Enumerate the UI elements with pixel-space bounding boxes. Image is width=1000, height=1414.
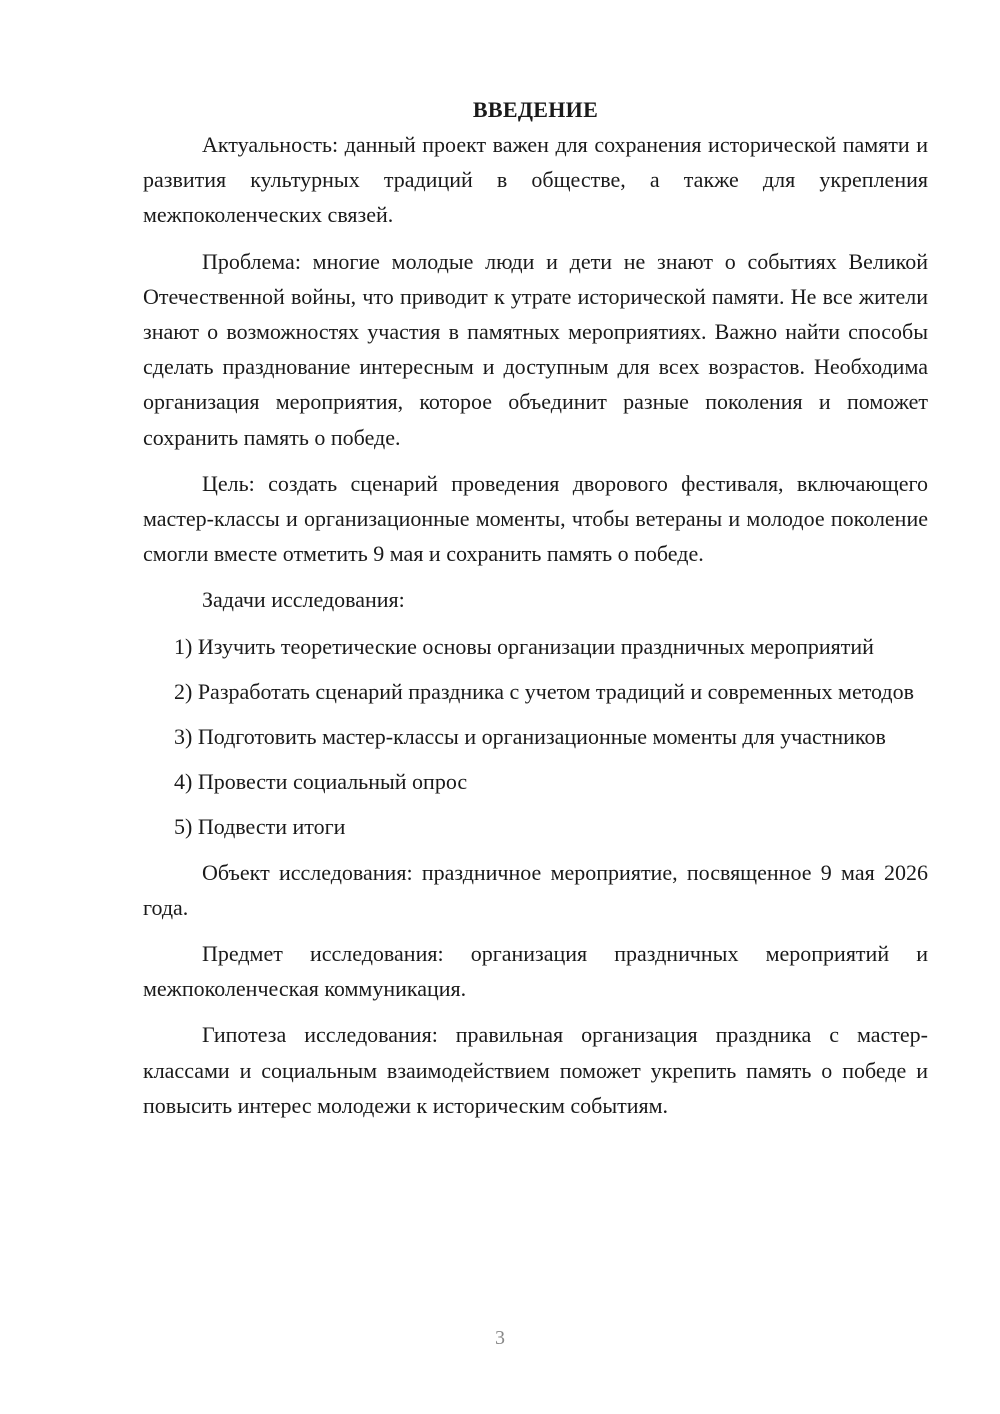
tasks-heading: Задачи исследования: bbox=[202, 587, 405, 613]
problem-paragraph: Проблема: многие молодые люди и дети не знают о событиях Великой Отечественной войны, что приводит к утрате исторической памяти. Не все жители знают о возможностях участия в памятных мероприятиях. Важно найти способы сделать празднование интересным и доступным для всех возрастов. Необходима организация мероприятия, которое объединит разные поколения и поможет сохранить память о победе. bbox=[143, 248, 928, 450]
task-item-4: 4) Провести социальный опрос bbox=[174, 769, 468, 795]
object-paragraph: Объект исследования: праздничное мероприятие, посвященное 9 мая 2026 года. bbox=[143, 859, 928, 920]
relevance-paragraph: Актуальность: данный проект важен для сохранения исторической памяти и развития культурных традиций в обществе, а также для укрепления межпоколенческих связей. bbox=[143, 132, 928, 228]
task-item-1: 1) Изучить теоретические основы организации праздничных мероприятий bbox=[174, 633, 874, 659]
page-number: 3 bbox=[495, 1327, 505, 1349]
goal-paragraph: Цель: создать сценарий проведения дворового фестиваля, включающего мастер-классы и организационные моменты, чтобы ветераны и молодое поколение смогли вместе отметить 9 мая и сохранить память о победе. bbox=[143, 470, 928, 567]
hypothesis-paragraph: Гипотеза исследования: правильная организация праздника с мастер-классами и социальным взаимодействием поможет укрепить память о победе и повысить интерес молодежи к историческим событиям. bbox=[143, 1022, 928, 1118]
task-item-5: 5) Подвести итоги bbox=[174, 814, 346, 840]
subject-paragraph: Предмет исследования: организация праздничных мероприятий и межпоколенческая коммуникация. bbox=[143, 941, 928, 1002]
document-page bbox=[143, 92, 928, 1134]
section-heading: ВВЕДЕНИЕ bbox=[472, 97, 599, 122]
task-item-2: 2) Разработать сценарий праздника с учетом традиций и современных методов bbox=[174, 678, 915, 704]
task-item-3: 3) Подготовить мастер-классы и организационные моменты для участников bbox=[174, 724, 886, 750]
